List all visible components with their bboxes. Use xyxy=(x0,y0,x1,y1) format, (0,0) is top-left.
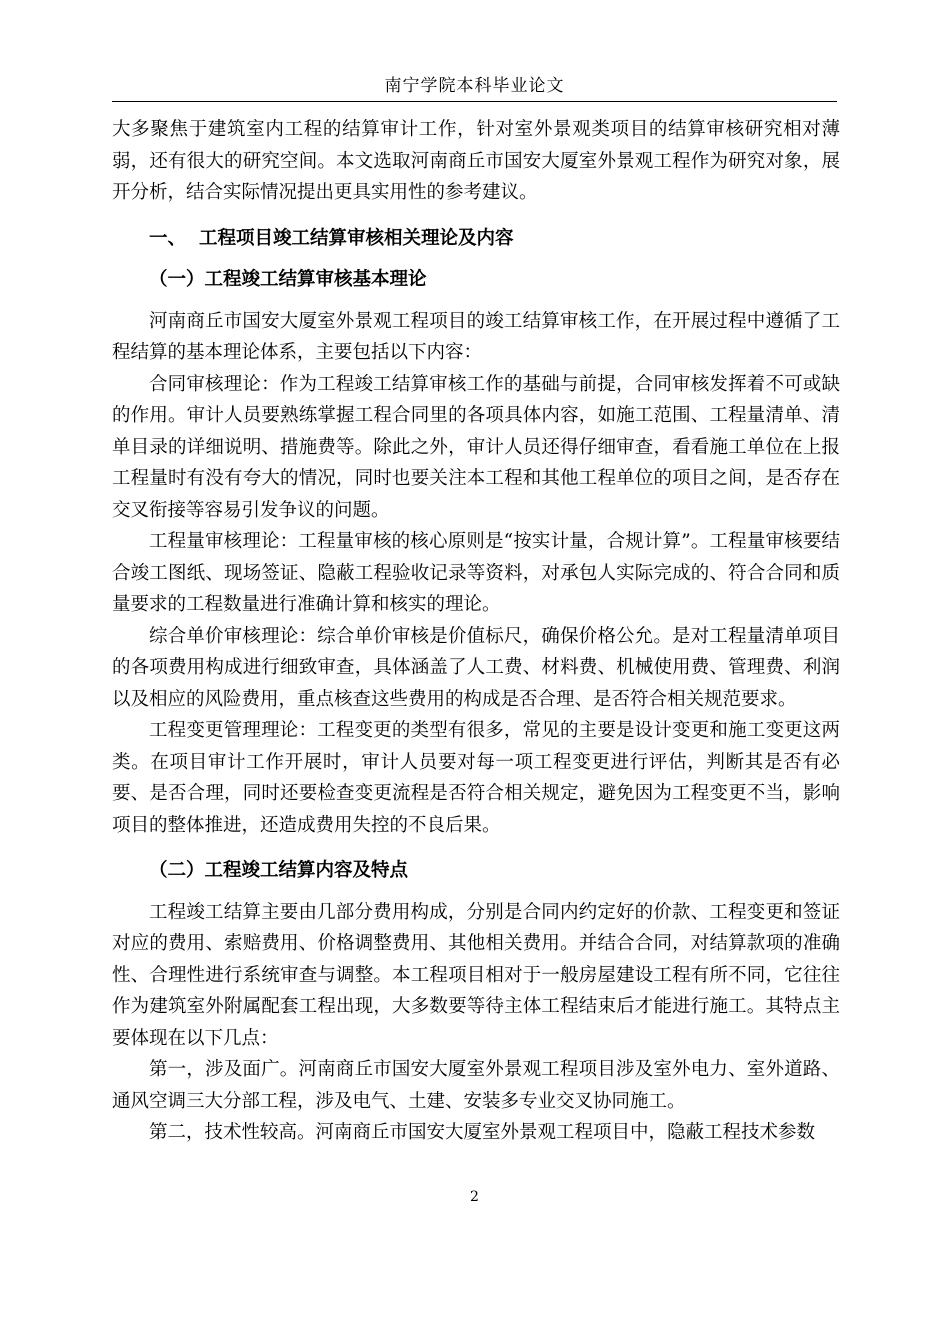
section-number: 一、 xyxy=(149,227,187,249)
intro-paragraph: 大多聚焦于建筑室内工程的结算审计工作，针对室外景观类项目的结算审核研究相对薄弱，还有很大的研究空间。本文选取河南商丘市国安大厦室外景观工程作为研究对象，展开分析，结合实际情况提出更具实用性的参考建议。 xyxy=(112,119,840,203)
section-heading xyxy=(112,223,840,255)
paragraph: 综合单价审核理论：综合单价审核是价值标尺，确保价格公允。是对工程量清单项目的各项费用构成进行细致审查，具体涵盖了人工费、材料费、机械使用费、管理费、利润以及相应的风险费用，重点核查这些费用的构成是否合理、是否符合相关规范要求。 xyxy=(112,625,840,710)
section-title: 工程项目竣工结算审核相关理论及内容 xyxy=(199,227,514,249)
paragraph: 合同审核理论：作为工程竣工结算审核工作的基础与前提，合同审核发挥着不可或缺的作用。审计人员要熟练掌握工程合同里的各项具体内容，如施工范围、工程量清单、清单目录的详细说明、措施费等。除此之外，审计人员还得仔细审查，看看施工单位在上报工程量时有没有夸大的情况，同时也要关注本工程和其他工程单位的项目之间，是否存在交叉衔接等容易引发争议的问题。 xyxy=(112,373,840,521)
paragraph: 第一，涉及面广。河南商丘市国安大厦室外景观工程项目涉及室外电力、室外道路、通风空调三大分部工程，涉及电气、土建、安装多专业交叉协同施工。 xyxy=(112,1059,840,1112)
paragraph: 工程竣工结算主要由几部分费用构成，分别是合同内约定好的价款、工程变更和签证对应的费用、索赔费用、价格调整费用、其他相关费用。并结合合同，对结算款项的准确性、合理性进行系统审查与调整。本工程项目相对于一般房屋建设工程有所不同，它往往作为建筑室外附属配套工程出现，大多数要等待主体工程结束后才能进行施工。其特点主要体现在以下几点： xyxy=(112,901,840,1049)
paragraph: 工程变更管理理论：工程变更的类型有很多，常见的主要是设计变更和施工变更这两类。在项目审计工作开展时，审计人员要对每一项工程变更进行评估，判断其是否有必要、是否合理，同时还要检查变更流程是否符合相关规定，避免因为工程变更不当，影响项目的整体推进，还造成费用失控的不良后果。 xyxy=(112,720,840,836)
running-header: 南宁学院本科毕业论文 xyxy=(384,76,565,96)
subsection-heading-2: （二）工程竣工结算内容及特点 xyxy=(149,860,409,881)
subsection-heading-1: （一）工程竣工结算审核基本理论 xyxy=(149,269,427,290)
paragraph: 工程量审核理论：工程量审核的核心原则是“按实计量，合规计算”。工程量审核要结合竣工图纸、现场签证、隐蔽工程验收记录等资料，对承包人实际完成的、符合合同和质量要求的工程数量进行准确计算和核实的理论。 xyxy=(112,531,840,615)
page-number: 2 xyxy=(470,1189,479,1205)
paragraph: 第二，技术性较高。河南商丘市国安大厦室外景观工程项目中，隐蔽工程技术参数 xyxy=(149,1122,816,1143)
paragraph: 河南商丘市国安大厦室外景观工程项目的竣工结算审核工作，在开展过程中遵循了工程结算的基本理论体系，主要包括以下内容： xyxy=(112,310,840,363)
header-divider xyxy=(112,101,837,102)
page-body xyxy=(112,114,840,1149)
